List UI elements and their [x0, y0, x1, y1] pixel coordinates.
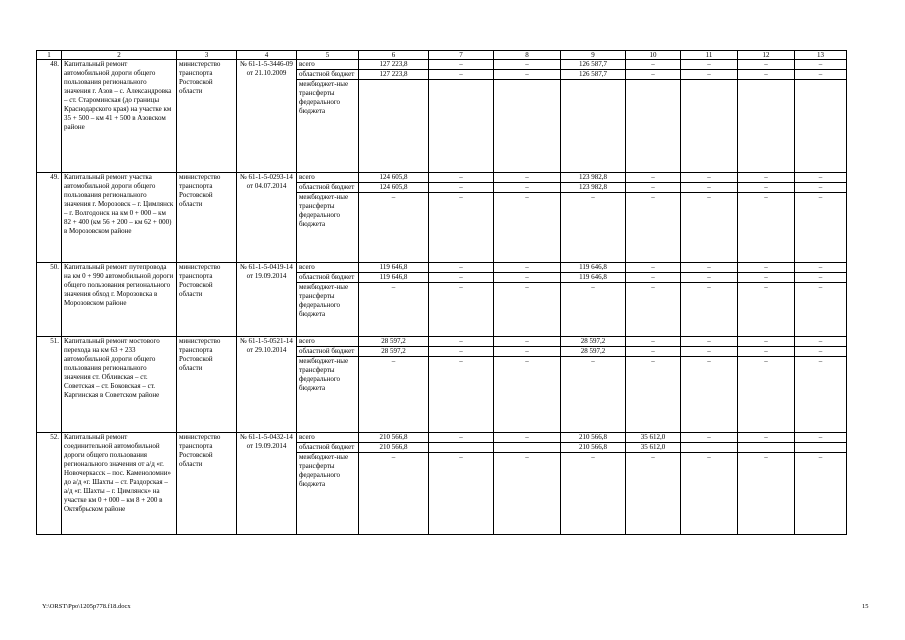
record-number: 48. [37, 60, 62, 173]
amount-cell: – [494, 193, 561, 263]
amount-cell: – [795, 433, 847, 443]
amount-cell: 119 646,8 [561, 273, 626, 283]
col-header: 5 [297, 51, 359, 60]
amount-cell: – [738, 193, 795, 263]
amount-cell: – [681, 263, 738, 273]
amount-cell: – [681, 183, 738, 193]
amount-cell: – [738, 60, 795, 70]
amount-cell: – [429, 183, 494, 193]
executor: министерство транспорта Ростовской области [177, 433, 237, 535]
amount-cell: – [494, 263, 561, 273]
amount-cell [561, 80, 626, 173]
record-number: 51. [37, 337, 62, 433]
amount-cell: – [429, 273, 494, 283]
amount-cell: – [738, 263, 795, 273]
amount-cell: 126 587,7 [561, 60, 626, 70]
amount-cell [681, 443, 738, 453]
document-ref: № 61-1-5-0521-14 от 29.10.2014 [237, 337, 297, 433]
amount-cell [681, 80, 738, 173]
amount-cell: – [681, 453, 738, 535]
record-number: 50. [37, 263, 62, 337]
record-row [37, 60, 847, 70]
amount-cell: 210 566,8 [359, 443, 429, 453]
funding-source-label: всего [297, 263, 359, 273]
amount-cell [429, 443, 494, 453]
amount-cell: – [795, 193, 847, 263]
object-name: Капитальный ремонт автомобильной дороги общего пользования регионального значения г. Азов – с. Александровка – ст. Староминская (до границы Краснодарского края) на участке км 35 + 500 – км 41 + 500 в Азовском районе [62, 60, 177, 173]
amount-cell: 124 605,8 [359, 183, 429, 193]
amount-cell: – [626, 283, 681, 337]
executor: министерство транспорта Ростовской области [177, 173, 237, 263]
executor: министерство транспорта Ростовской области [177, 60, 237, 173]
record-number: 49. [37, 173, 62, 263]
funding-source-label: межбюджет-ные трансферты федерального бюджета [297, 193, 359, 263]
amount-cell: – [681, 193, 738, 263]
amount-cell: – [626, 347, 681, 357]
amount-cell: – [494, 183, 561, 193]
amount-cell: – [494, 283, 561, 337]
amount-cell: – [626, 193, 681, 263]
document-ref: № 61-1-5-0432-14 от 19.09.2014 [237, 433, 297, 535]
col-header: 6 [359, 51, 429, 60]
amount-cell: – [738, 453, 795, 535]
document-ref: № 61-1-5-0293-14 от 04.07.2014 [237, 173, 297, 263]
amount-cell: – [429, 173, 494, 183]
amount-cell: – [429, 70, 494, 80]
amount-cell: – [795, 283, 847, 337]
amount-cell: 119 646,8 [359, 263, 429, 273]
amount-cell: – [626, 337, 681, 347]
col-header: 8 [494, 51, 561, 60]
amount-cell: – [561, 453, 626, 535]
amount-cell: – [795, 357, 847, 433]
amount-cell: – [429, 347, 494, 357]
amount-cell: – [795, 183, 847, 193]
amount-cell: – [494, 433, 561, 443]
amount-cell: – [429, 263, 494, 273]
amount-cell: – [681, 173, 738, 183]
amount-cell: – [626, 263, 681, 273]
funding-source-label: межбюджет-ные трансферты федерального бюджета [297, 357, 359, 433]
amount-cell: – [494, 273, 561, 283]
amount-cell: – [359, 193, 429, 263]
amount-cell: – [681, 70, 738, 80]
funding-source-label: всего [297, 60, 359, 70]
amount-cell: – [429, 433, 494, 443]
amount-cell: – [795, 60, 847, 70]
funding-source-label: областной бюджет [297, 70, 359, 80]
amount-cell [738, 443, 795, 453]
amount-cell [494, 443, 561, 453]
funding-source-label: областной бюджет [297, 183, 359, 193]
amount-cell: – [738, 347, 795, 357]
amount-cell: – [681, 283, 738, 337]
amount-cell: – [359, 453, 429, 535]
funding-source-label: областной бюджет [297, 347, 359, 357]
column-number-row [37, 51, 847, 60]
amount-cell: 28 597,2 [561, 337, 626, 347]
amount-cell: – [738, 273, 795, 283]
amount-cell: – [738, 70, 795, 80]
amount-cell: 119 646,8 [561, 263, 626, 273]
amount-cell: 126 587,7 [561, 70, 626, 80]
amount-cell: – [738, 357, 795, 433]
amount-cell: – [494, 337, 561, 347]
amount-cell: – [429, 357, 494, 433]
amount-cell: – [626, 60, 681, 70]
amount-cell: – [359, 283, 429, 337]
col-header: 9 [561, 51, 626, 60]
amount-cell: 127 223,8 [359, 70, 429, 80]
amount-cell: – [681, 433, 738, 443]
amount-cell: – [429, 453, 494, 535]
amount-cell: – [681, 337, 738, 347]
financing-table [36, 50, 847, 535]
funding-source-label: всего [297, 433, 359, 443]
record-row [37, 433, 847, 443]
amount-cell: – [795, 263, 847, 273]
amount-cell: – [626, 173, 681, 183]
amount-cell: – [494, 60, 561, 70]
amount-cell: – [681, 273, 738, 283]
amount-cell: – [429, 337, 494, 347]
document-ref: № 61-1-5-0419-14 от 19.09.2014 [237, 263, 297, 337]
col-header: 7 [429, 51, 494, 60]
amount-cell: 123 982,8 [561, 173, 626, 183]
amount-cell: – [561, 193, 626, 263]
amount-cell: – [795, 70, 847, 80]
record-row [37, 263, 847, 273]
amount-cell: – [681, 347, 738, 357]
amount-cell: – [494, 70, 561, 80]
file-path: Y:\ORST\Ppo\1205p778.f18.docx [42, 603, 131, 610]
amount-cell: – [738, 433, 795, 443]
amount-cell: – [494, 173, 561, 183]
amount-cell: 210 566,8 [359, 433, 429, 443]
amount-cell: 28 597,2 [561, 347, 626, 357]
executor: министерство транспорта Ростовской области [177, 337, 237, 433]
page-number: 15 [862, 603, 869, 610]
amount-cell [626, 80, 681, 173]
funding-source-label: межбюджет-ные трансферты федерального бюджета [297, 453, 359, 535]
amount-cell: – [626, 273, 681, 283]
funding-source-label: всего [297, 173, 359, 183]
amount-cell: – [561, 357, 626, 433]
amount-cell: – [494, 347, 561, 357]
executor: министерство транспорта Ростовской области [177, 263, 237, 337]
funding-source-label: межбюджет-ные трансферты федерального бюджета [297, 80, 359, 173]
object-name: Капитальный ремонт мостового перехода на км 63 + 233 автомобильной дороги общего пользования регионального значения ст. Обливская – ст. Советская – ст. Боковская – ст. Каргинская в Советском районе [62, 337, 177, 433]
amount-cell: – [738, 337, 795, 347]
amount-cell [795, 443, 847, 453]
object-name: Капитальный ремонт участка автомобильной дороги общего пользования регионального значения г. Морозовск – г. Цимлянск – г. Волгодонск на км 0 + 000 – км 82 + 400 (км 56 + 200 – км 62 + 000) в Морозовском районе [62, 173, 177, 263]
amount-cell: – [494, 453, 561, 535]
amount-cell: – [429, 60, 494, 70]
amount-cell [494, 80, 561, 173]
amount-cell: 124 605,8 [359, 173, 429, 183]
funding-source-label: областной бюджет [297, 273, 359, 283]
amount-cell: 210 566,8 [561, 433, 626, 443]
amount-cell: 119 646,8 [359, 273, 429, 283]
amount-cell: – [738, 283, 795, 337]
amount-cell [429, 80, 494, 173]
document-ref: № 61-1-5-3446-09 от 21.10.2009 [237, 60, 297, 173]
col-header: 10 [626, 51, 681, 60]
amount-cell: – [795, 337, 847, 347]
amount-cell: – [626, 183, 681, 193]
amount-cell: 35 612,0 [626, 443, 681, 453]
amount-cell: – [626, 453, 681, 535]
amount-cell: – [681, 357, 738, 433]
funding-source-label: всего [297, 337, 359, 347]
amount-cell: 127 223,8 [359, 60, 429, 70]
record-row [37, 173, 847, 183]
amount-cell [738, 80, 795, 173]
funding-source-label: межбюджет-ные трансферты федерального бюджета [297, 283, 359, 337]
record-row [37, 337, 847, 347]
amount-cell: 35 612,0 [626, 433, 681, 443]
amount-cell: – [795, 453, 847, 535]
amount-cell: – [795, 347, 847, 357]
amount-cell: – [681, 60, 738, 70]
col-header: 11 [681, 51, 738, 60]
col-header: 12 [738, 51, 795, 60]
amount-cell: 123 982,8 [561, 183, 626, 193]
amount-cell: – [359, 357, 429, 433]
col-header: 1 [37, 51, 62, 60]
col-header: 4 [237, 51, 297, 60]
amount-cell: – [738, 183, 795, 193]
record-number: 52. [37, 433, 62, 535]
amount-cell: 28 597,2 [359, 347, 429, 357]
funding-source-label: областной бюджет [297, 443, 359, 453]
amount-cell: – [738, 173, 795, 183]
amount-cell: – [429, 283, 494, 337]
amount-cell: – [561, 283, 626, 337]
amount-cell: – [429, 193, 494, 263]
amount-cell: – [626, 70, 681, 80]
col-header: 13 [795, 51, 847, 60]
col-header: 3 [177, 51, 237, 60]
amount-cell [795, 80, 847, 173]
object-name: Капитальный ремонт путепровода на км 0 + 990 автомобильной дороги общего пользования регионального значения обход г. Морозовска в Морозовском районе [62, 263, 177, 337]
amount-cell: 28 597,2 [359, 337, 429, 347]
amount-cell: – [795, 173, 847, 183]
amount-cell: – [795, 273, 847, 283]
col-header: 2 [62, 51, 177, 60]
object-name: Капитальный ремонт соединительной автомобильной дороги общего пользования регионального значения от а/д «г. Новочеркасск – пос. Каменоломни» до а/д «г. Шахты – ст. Раздорская – а/д «г. Шахты – г. Цимлянск» на участке км 0 + 000 – км 8 + 200 в Октябрьском районе [62, 433, 177, 535]
amount-cell: – [494, 357, 561, 433]
amount-cell [359, 80, 429, 173]
amount-cell: 210 566,8 [561, 443, 626, 453]
amount-cell: – [626, 357, 681, 433]
